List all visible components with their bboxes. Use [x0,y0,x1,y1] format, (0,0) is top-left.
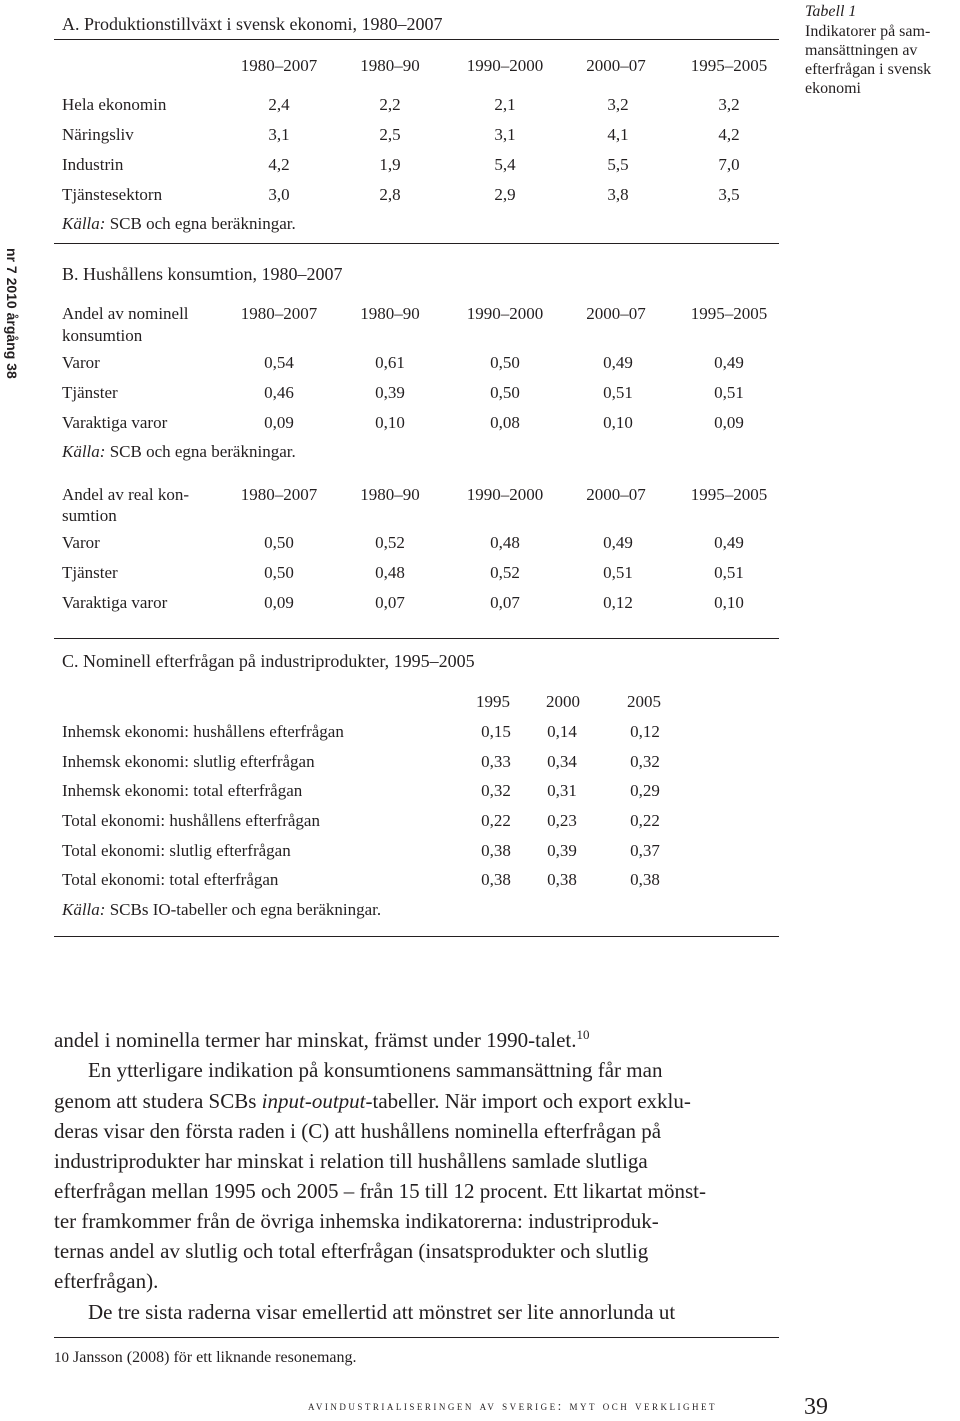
text-run: -tabeller. När import och export exklu- [365,1089,691,1113]
real-label-line-1: Andel av real kon- [62,485,189,504]
table-cell: 0,38 [481,870,511,889]
table-cell: 0,22 [481,811,511,830]
row-label: Varaktiga varor [62,593,168,612]
section-b-source [62,442,296,462]
paragraph-text: andel i nominella termer har minskat, främst under 1990-talet. [54,1028,577,1052]
paragraph-line: efterfrågan mellan 1995 och 2005 – från 15 till 12 procent. Ett likartat mönst- [54,1179,706,1203]
table-cell: 0,54 [264,353,294,372]
paragraph-line: deras visar den första raden i (C) att hushållens nominella efterfrågan på [54,1119,662,1143]
paragraph-line: En ytterligare indikation på konsumtionens sammansättning får man [88,1058,663,1082]
table-cell: 0,12 [630,722,660,741]
table-cell: 3,1 [494,125,516,144]
column-header: 1990–2000 [466,304,544,323]
table-cell: 0,51 [714,383,744,402]
table-cell: 0,48 [375,563,405,582]
section-c-source [62,900,381,920]
source-prefix: Källa: [62,900,106,919]
row-label: Industrin [62,155,124,174]
section-c-top-rule [54,638,779,639]
paragraph-line: efterfrågan). [54,1269,159,1293]
text-run: genom att studera SCBs [54,1089,262,1113]
table-cell: 3,2 [607,95,629,114]
row-label: Total ekonomi: slutlig efterfrågan [62,841,291,860]
table-cell: 0,23 [547,811,577,830]
table-cell: 3,0 [268,185,290,204]
table-cell: 0,31 [547,781,577,800]
table-cell: 0,50 [264,563,294,582]
table-cell: 0,49 [603,533,633,552]
table-cell: 3,1 [268,125,290,144]
table-cell: 0,46 [264,383,294,402]
table-cell: 0,10 [714,593,744,612]
paragraph-line: De tre sista raderna visar emellertid att mönstret ser lite annorlunda ut [88,1300,676,1324]
row-label: Tjänstesektorn [62,185,163,204]
column-header: 1990–2000 [466,56,544,75]
table-cell: 0,52 [375,533,405,552]
table-cell: 3,8 [607,185,629,204]
column-header: 1980–90 [360,485,420,504]
table-cell: 2,1 [494,95,516,114]
column-header: 1980–90 [360,304,420,323]
table-cell: 0,38 [630,870,660,889]
table-cell: 0,34 [547,752,577,771]
footnote [54,1349,356,1367]
table-cell: 0,50 [490,353,520,372]
table-label: Tabell 1 [805,3,857,20]
paragraph-line: industriprodukter har minskat i relation till hushållens samlade slutliga [54,1149,648,1173]
table-cell: 0,09 [264,593,294,612]
table-cell: 0,39 [375,383,405,402]
table-cell: 0,48 [490,533,520,552]
column-header: 2000–07 [586,56,646,75]
table-cell: 0,50 [490,383,520,402]
section-a-top-rule [54,39,779,40]
row-label: Tjänster [62,563,118,582]
table-cell: 0,51 [714,563,744,582]
table-cell: 2,8 [379,185,401,204]
footnote-text: Jansson (2008) för ett liknande resonemang. [69,1349,357,1366]
column-header: 1995–2005 [690,304,768,323]
column-header: 2000–07 [586,304,646,323]
row-label: Varor [62,533,100,552]
paragraph-line: ter framkommer från de övriga inhemska indikatorerna: industriproduk- [54,1209,659,1233]
column-header: 2005 [627,692,661,711]
column-header: 1980–90 [360,56,420,75]
row-label: Varor [62,353,100,372]
section-c-bottom-rule [54,936,779,937]
table-cell: 0,22 [630,811,660,830]
paragraph-line: ternas andel av slutlig och total efterfrågan (insatsprodukter och slutlig [54,1239,649,1263]
page-number: 39 [804,1394,828,1420]
table-caption-line-3: efterfrågan i svensk [805,61,932,78]
table-cell: 2,9 [494,185,516,204]
running-footer-title: avindustrialiseringen av sverige: myt och verklighet [308,1398,718,1413]
table-cell: 0,08 [490,413,520,432]
row-label: Hela ekonomin [62,95,167,114]
column-header: 1995 [476,692,510,711]
table-cell: 0,39 [547,841,577,860]
table-cell: 7,0 [718,155,740,174]
table-cell: 0,12 [603,593,633,612]
source-prefix: Källa: [62,214,106,233]
table-cell: 4,1 [607,125,629,144]
column-header: 1980–2007 [240,304,318,323]
table-cell: 4,2 [718,125,740,144]
source-text: SCBs IO-tabeller och egna beräkningar. [105,900,382,919]
table-cell: 0,10 [375,413,405,432]
table-cell: 0,50 [264,533,294,552]
table-cell: 0,37 [630,841,660,860]
table-cell: 2,4 [268,95,290,114]
column-header: 1995–2005 [690,56,768,75]
row-label: Tjänster [62,383,118,402]
table-cell: 3,2 [718,95,740,114]
table-caption-line-4: ekonomi [805,80,861,97]
section-b-top-rule [54,243,779,244]
nominal-label-line-2: konsumtion [62,326,143,345]
table-cell: 0,07 [375,593,405,612]
row-label: Varaktiga varor [62,413,168,432]
table-cell: 0,52 [490,563,520,582]
table-cell: 0,51 [603,563,633,582]
table-cell: 2,5 [379,125,401,144]
table-cell: 0,09 [714,413,744,432]
table-cell: 0,14 [547,722,577,741]
table-cell: 0,49 [714,533,744,552]
table-cell: 0,51 [603,383,633,402]
row-label: Inhemsk ekonomi: slutlig efterfrågan [62,752,315,771]
footnote-ref[interactable]: 10 [576,1027,590,1042]
table-cell: 5,5 [607,155,629,174]
table-cell: 0,38 [481,841,511,860]
source-text: SCB och egna beräkningar. [105,214,296,233]
table-cell: 0,33 [481,752,511,771]
footnote-rule [54,1337,779,1338]
table-cell: 0,49 [603,353,633,372]
real-label-line-2: sumtion [62,506,117,525]
table-cell: 0,10 [603,413,633,432]
row-label: Total ekonomi: hushållens efterfrågan [62,811,320,830]
italic-term: input-output [261,1089,366,1113]
nominal-label-line-1: Andel av nominell [62,304,189,323]
column-header: 1980–2007 [240,485,318,504]
paragraph-line [54,1086,691,1116]
table-cell: 1,9 [379,155,401,174]
footnote-number: 10 [54,1350,69,1366]
table-cell: 3,5 [718,185,740,204]
table-caption-line-2: mansättningen av [805,42,918,59]
table-caption-line-1: Indikatorer på sam- [805,23,931,40]
table-cell: 5,4 [494,155,516,174]
column-header: 1995–2005 [690,485,768,504]
column-header: 1990–2000 [466,485,544,504]
table-cell: 0,49 [714,353,744,372]
row-label: Inhemsk ekonomi: hushållens efterfrågan [62,722,344,741]
section-a-source [62,214,296,234]
column-header: 2000 [546,692,580,711]
table-cell: 0,32 [630,752,660,771]
table-cell: 0,09 [264,413,294,432]
table-cell: 0,61 [375,353,405,372]
table-cell: 2,2 [379,95,401,114]
column-header: 1980–2007 [240,56,318,75]
source-prefix: Källa: [62,442,106,461]
section-b-title: B. Hushållens konsumtion, 1980–2007 [62,264,343,284]
table-cell: 0,32 [481,781,511,800]
section-a-title: A. Produktionstillväxt i svensk ekonomi, 1980–2007 [62,14,443,34]
table-cell: 0,38 [547,870,577,889]
row-label: Inhemsk ekonomi: total efterfrågan [62,781,303,800]
table-cell: 0,15 [481,722,511,741]
section-c-title: C. Nominell efterfrågan på industriprodukter, 1995–2005 [62,651,475,671]
table-cell: 0,29 [630,781,660,800]
table-cell: 4,2 [268,155,290,174]
row-label: Total ekonomi: total efterfrågan [62,870,279,889]
paragraph-line [54,1025,590,1055]
row-label: Näringsliv [62,125,134,144]
source-text: SCB och egna beräkningar. [105,442,296,461]
table-cell: 0,07 [490,593,520,612]
column-header: 2000–07 [586,485,646,504]
vertical-running-head: nr 7 2010 årgång 38 [4,248,20,379]
